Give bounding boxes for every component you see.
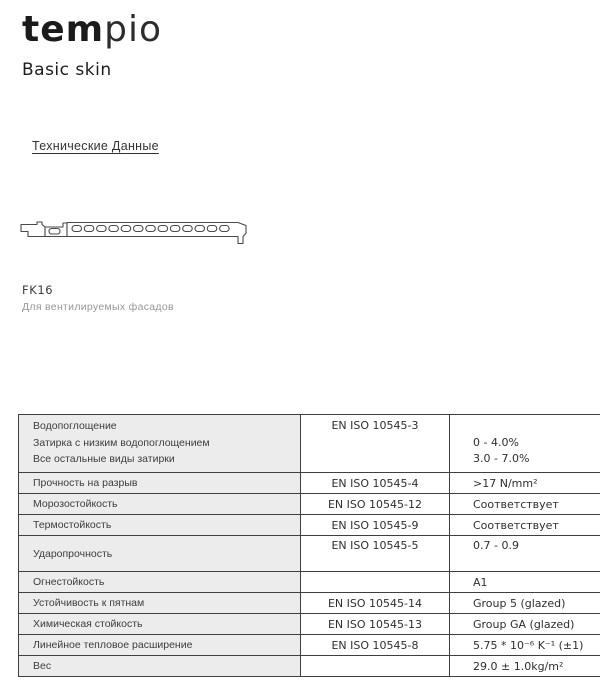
specs-table: [18, 414, 600, 677]
spec-label: Ударопрочность: [19, 536, 301, 572]
brand-logo-light: pio: [104, 9, 163, 50]
spec-standard: [301, 572, 450, 593]
spec-label: Морозостойкость: [19, 494, 301, 515]
spec-standard: EN ISO 10545-5: [301, 536, 450, 572]
spec-value-line: [473, 418, 600, 435]
product-code: FK16: [22, 283, 54, 297]
table-row-frost-resistance: [19, 494, 600, 515]
spec-standard: EN ISO 10545-3: [301, 415, 450, 473]
spec-value: 5.75 * 10⁻⁶ K⁻¹ (±1): [450, 635, 600, 656]
spec-standard: EN ISO 10545-13: [301, 614, 450, 635]
panel-profile-icon: [18, 212, 250, 246]
panel-cross-section-drawing: [18, 212, 250, 251]
spec-value: Соответствует: [450, 515, 600, 536]
spec-value: [450, 415, 600, 473]
spec-label-line: Водопоглощение: [33, 420, 117, 432]
spec-label: [19, 415, 301, 473]
spec-standard: EN ISO 10545-4: [301, 473, 450, 494]
spec-value: >17 N/mm²: [450, 473, 600, 494]
table-row-weight: [19, 656, 600, 677]
spec-standard: EN ISO 10545-8: [301, 635, 450, 656]
spec-standard: [301, 656, 450, 677]
section-title-technical-data: Технические Данные: [32, 139, 159, 153]
spec-value-line: 3.0 - 7.0%: [473, 452, 530, 465]
spec-value: Group GA (glazed): [450, 614, 600, 635]
spec-value: A1: [450, 572, 600, 593]
spec-label: Химическая стойкость: [19, 614, 301, 635]
spec-label: Термостойкость: [19, 515, 301, 536]
table-row-water-absorption: [19, 415, 600, 473]
spec-value-line: 0 - 4.0%: [473, 435, 519, 449]
spec-value: Group 5 (glazed): [450, 593, 600, 614]
spec-standard: EN ISO 10545-12: [301, 494, 450, 515]
table-row-fire-resistance: [19, 572, 600, 593]
brand-logo-bold: tem: [22, 9, 105, 50]
spec-label-line: Все остальные виды затирки: [33, 453, 175, 465]
spec-label: Линейное тепловое расширение: [19, 635, 301, 656]
spec-label: Устойчивость к пятнам: [19, 593, 301, 614]
spec-standard: EN ISO 10545-9: [301, 515, 450, 536]
table-row-thermal-expansion: [19, 635, 600, 656]
specs-table-body: [19, 415, 600, 677]
spec-label: Вес: [19, 656, 301, 677]
table-row-tensile-strength: [19, 473, 600, 494]
spec-value: 29.0 ± 1.0kg/m²: [450, 656, 600, 677]
spec-value: 0.7 - 0.9: [450, 536, 600, 572]
table-row-stain-resistance: [19, 593, 600, 614]
brand-logo: [22, 8, 162, 52]
spec-label-line: Затирка с низким водопоглощением: [33, 436, 210, 449]
spec-label: Огнестойкость: [19, 572, 301, 593]
table-row-heat-resistance: [19, 515, 600, 536]
spec-value: Соответствует: [450, 494, 600, 515]
spec-label: Прочность на разрыв: [19, 473, 301, 494]
product-description: Для вентилируемых фасадов: [22, 301, 174, 313]
product-line-title: Basic skin: [22, 60, 112, 80]
table-row-chemical-resistance: [19, 614, 600, 635]
table-row-impact-resistance: [19, 536, 600, 572]
spec-standard: EN ISO 10545-14: [301, 593, 450, 614]
